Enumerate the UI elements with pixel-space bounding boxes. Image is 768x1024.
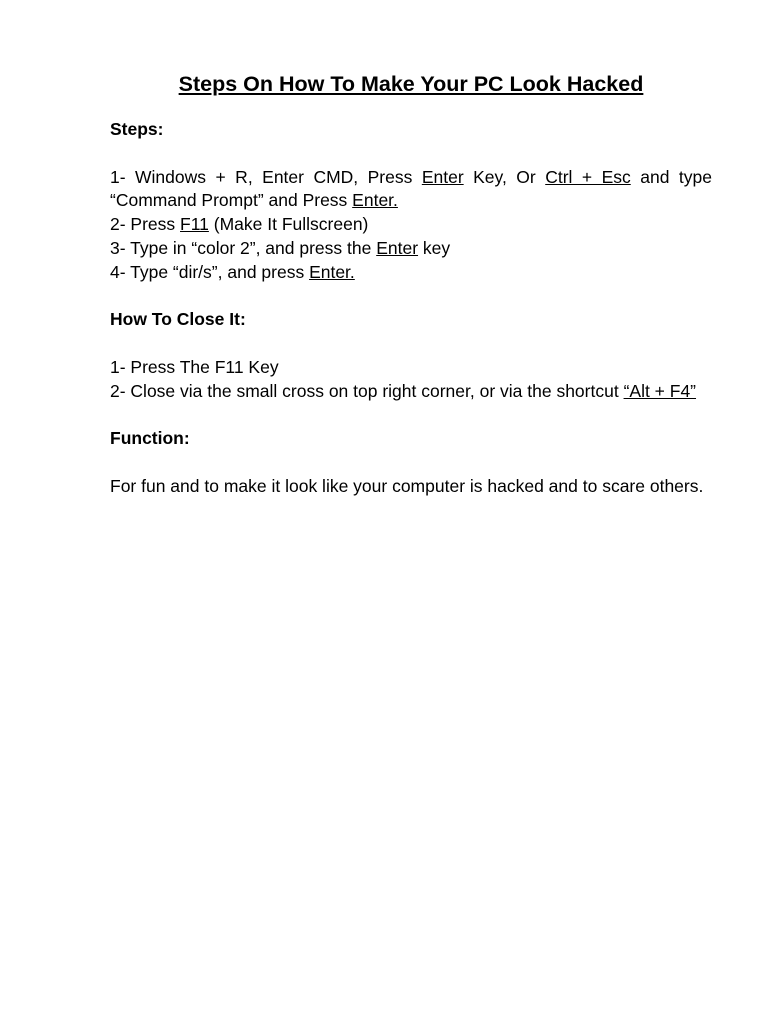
spacer (110, 142, 712, 166)
step-2-f11-key: F11 (180, 214, 209, 235)
step-1 (110, 166, 712, 214)
step-3 (110, 237, 712, 261)
step-3-text-a: 3- Type in “color 2”, and press the (110, 237, 377, 258)
step-1-enter-key: Enter (421, 166, 464, 187)
close-step-2-text: 2- Close via the small cross on top right corner, or via the shortcut (110, 380, 624, 401)
step-3-text-b: key (418, 237, 451, 258)
close-step-1: 1- Press The F11 Key (110, 356, 279, 377)
step-1-ctrl-esc: Ctrl + Esc (545, 166, 631, 187)
step-2-text-b: (Make It Fullscreen) (208, 214, 369, 235)
function-text: For fun and to make it look like your computer is hacked and to scare others. (110, 475, 704, 496)
step-4 (110, 261, 712, 285)
step-1-text-c: and type “Command Prompt” and Press (110, 166, 712, 211)
spacer (110, 285, 712, 309)
step-2 (110, 213, 712, 237)
step-1-text-b: Key, Or (463, 166, 546, 187)
close-step-2-shortcut: “Alt + F4” (623, 380, 697, 401)
step-1-enter-end: Enter. (352, 190, 398, 211)
document-title: Steps On How To Make Your PC Look Hacked (178, 72, 644, 96)
step-1-text-a: 1- Windows + R, Enter CMD, Press (110, 166, 422, 187)
document-body (110, 70, 712, 499)
spacer (110, 451, 712, 475)
step-4-enter-end: Enter. (309, 261, 355, 282)
spacer (110, 332, 712, 356)
step-2-text-a: 2- Press (110, 214, 181, 235)
step-4-text-a: 4- Type “dir/s”, and press (110, 261, 310, 282)
function-heading: Function: (110, 428, 190, 449)
step-3-enter-key: Enter (376, 237, 419, 258)
close-step-2 (110, 380, 712, 404)
close-heading: How To Close It: (110, 309, 246, 330)
spacer (110, 404, 712, 428)
steps-heading: Steps: (110, 119, 164, 139)
